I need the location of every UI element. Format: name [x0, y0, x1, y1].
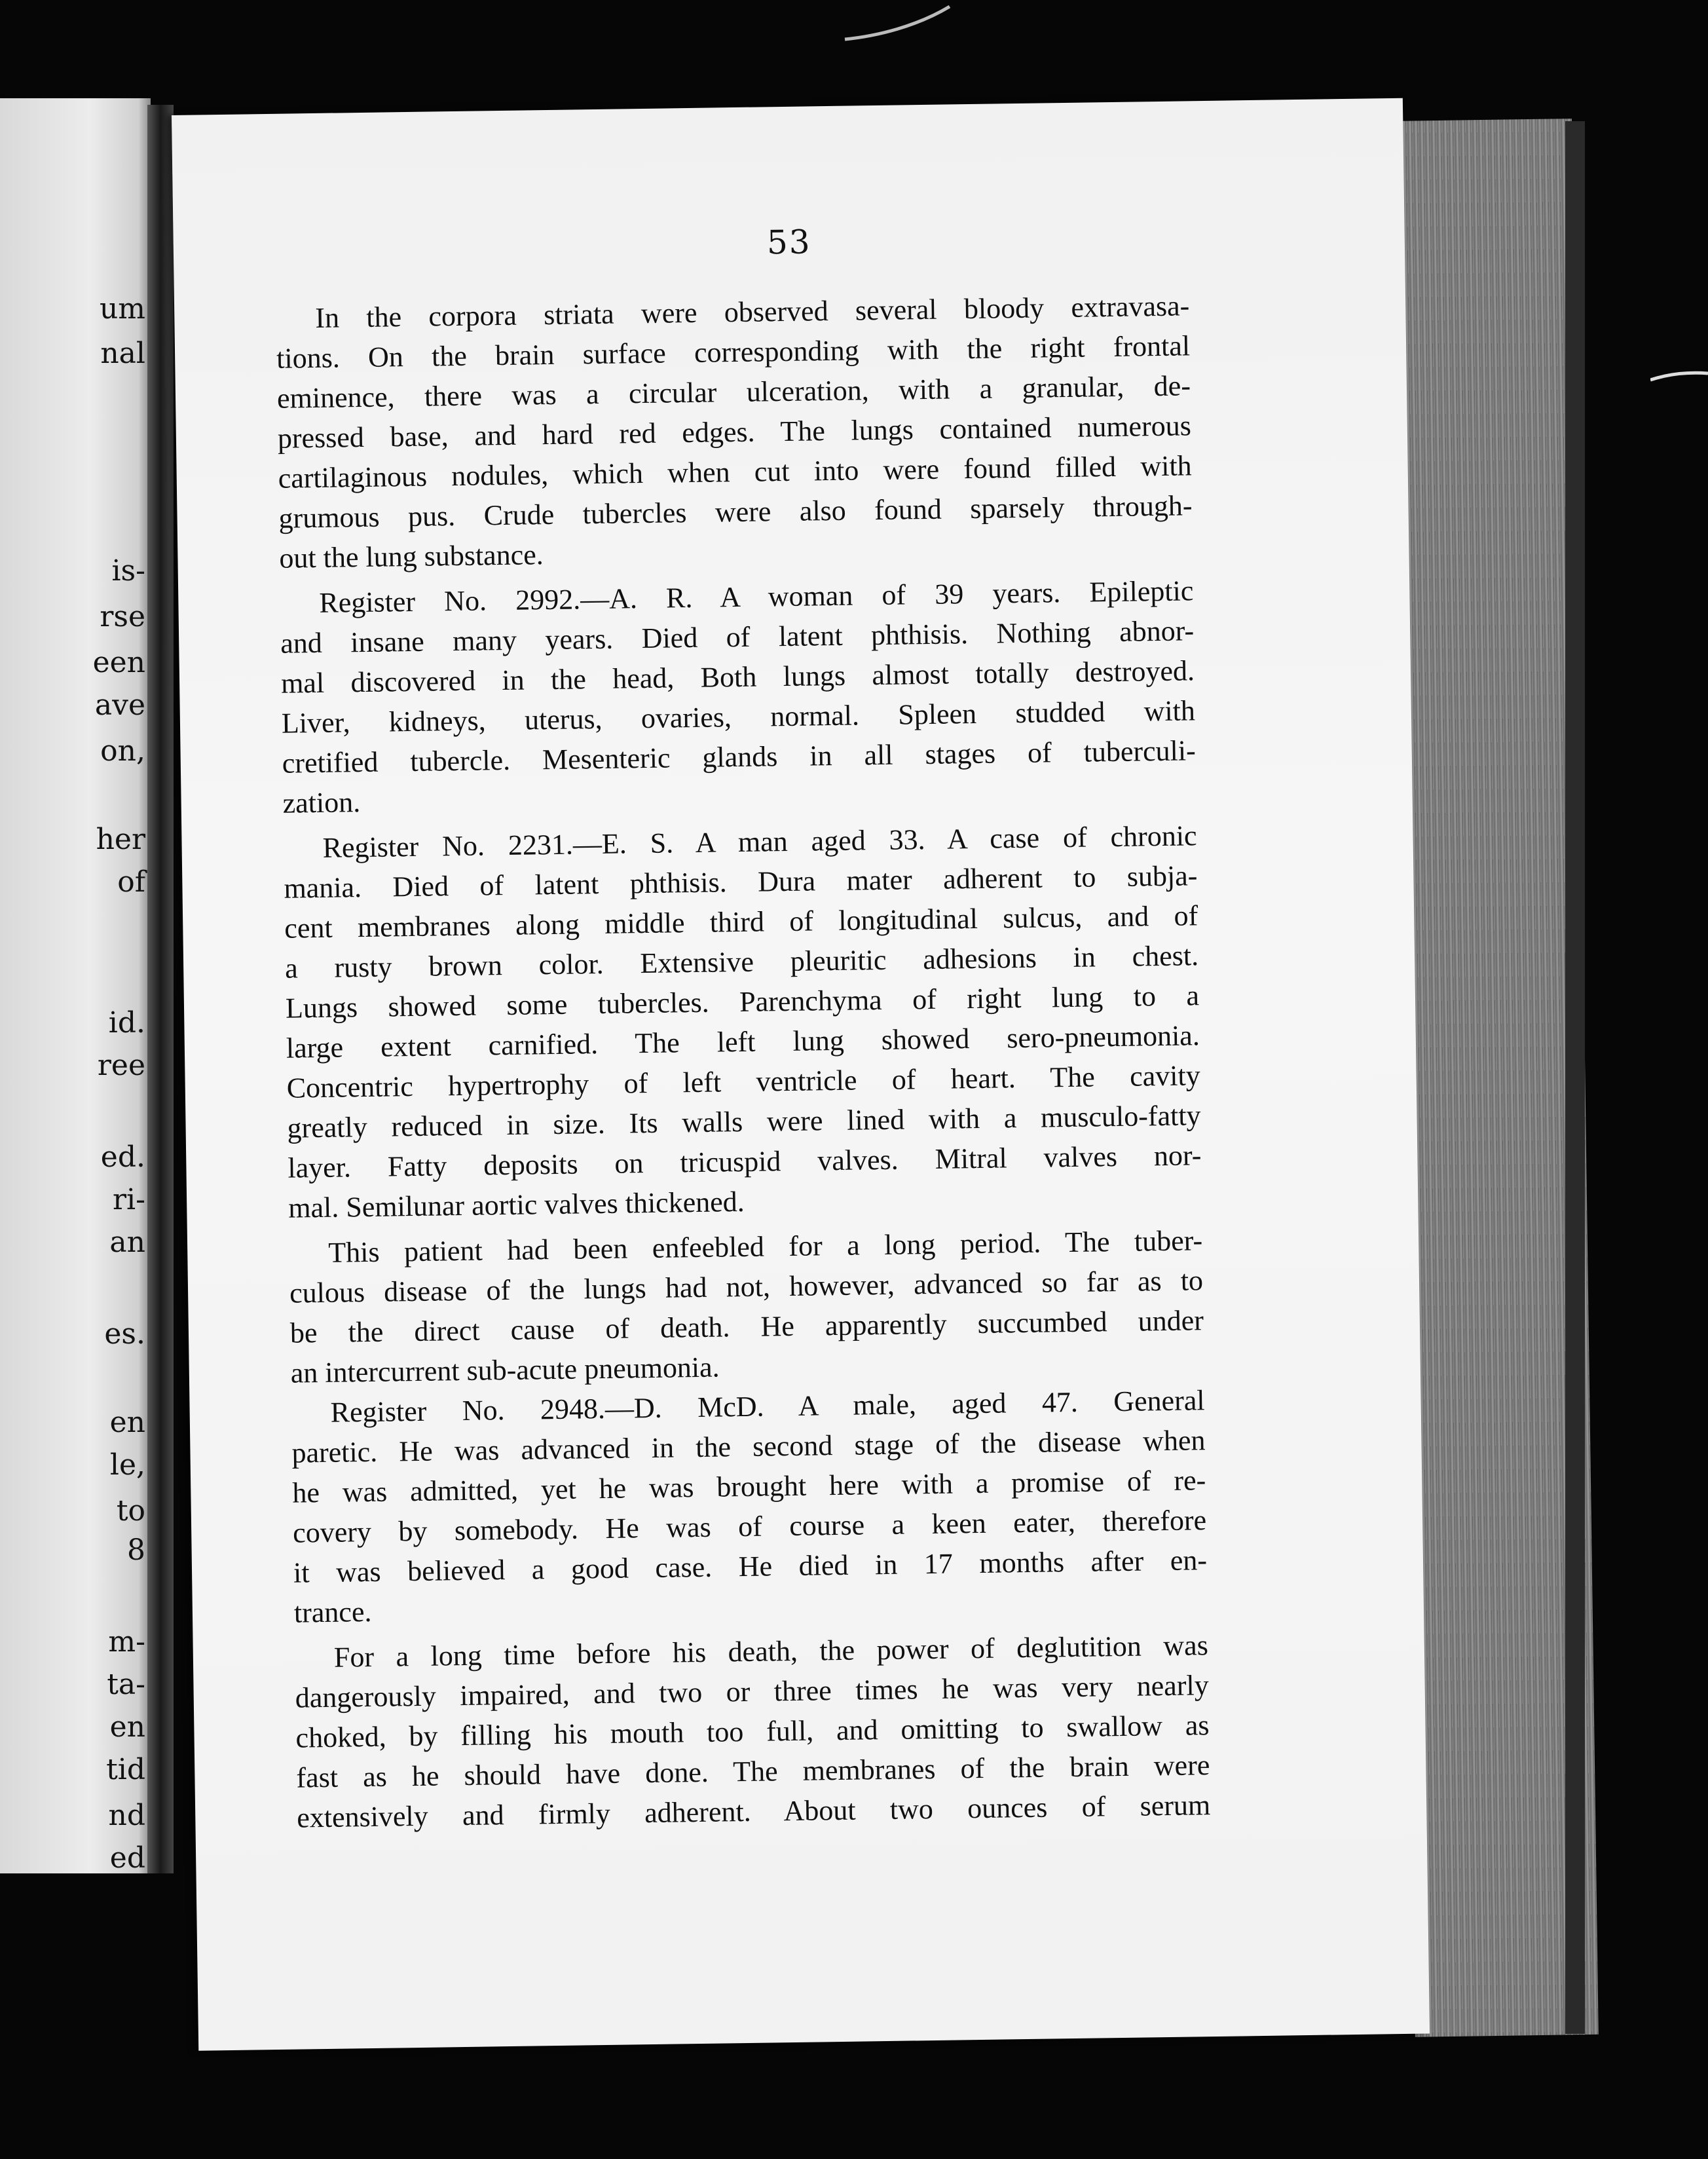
left-page-fragment: es. — [104, 1317, 145, 1351]
page-number: 53 — [766, 223, 812, 262]
left-page-fragment: ri- — [113, 1183, 145, 1216]
text-line: choked, by filling his mouth too full, and omitting to swallow as — [295, 1709, 1210, 1754]
left-page-fragment: tid — [106, 1753, 145, 1786]
left-page-fragment: en — [109, 1710, 145, 1744]
text-line: This patient had been enfeebled for a long period. The tuber- — [327, 1224, 1203, 1269]
text-line: culous disease of the lungs had not, however, advanced so far as to — [289, 1264, 1204, 1309]
body-text — [276, 286, 1211, 1837]
left-page-fragment: ed — [109, 1841, 145, 1873]
text-line: out the lung substance. — [279, 538, 544, 574]
text-line: an intercurrent sub-acute pneumonia. — [290, 1351, 720, 1389]
text-line: Register No. 2948.—D. McD. A male, aged 47. General — [330, 1384, 1205, 1429]
text-line: dangerously impaired, and two or three times he was very nearly — [295, 1669, 1209, 1714]
left-page-fragment: id. — [108, 1006, 145, 1040]
left-page-fragment: le, — [109, 1448, 145, 1482]
text-line: greatly reduced in size. Its walls were lined with a musculo-fatty — [287, 1099, 1201, 1144]
text-line: it was believed a good case. He died in 17 months after en- — [293, 1544, 1208, 1589]
left-page-fragment: rse — [100, 600, 145, 633]
text-line: Register No. 2992.—A. R. A woman of 39 years. Epileptic — [319, 574, 1194, 619]
text-line: Register No. 2231.—E. S. A man aged 33. A case of chronic — [322, 819, 1197, 864]
text-line: fast as he should have done. The membranes of the brain were — [296, 1749, 1210, 1794]
left-page-fragment: her — [96, 823, 145, 856]
left-page-fragment: en — [109, 1406, 145, 1439]
text-line: cartilaginous nodules, which when cut into were found filled with — [278, 449, 1192, 495]
left-page-fragment: to — [116, 1494, 145, 1528]
text-line: large extent carnified. The left lung showed sero-pneumonia. — [286, 1019, 1200, 1064]
left-page-fragment: 8 — [127, 1533, 145, 1567]
text-line: Liver, kidneys, uterus, ovaries, normal. Spleen studded with — [281, 694, 1196, 740]
stray-mark — [838, 0, 969, 52]
left-page-fragment: ave — [94, 688, 145, 722]
left-page-fragment: ta- — [107, 1668, 145, 1701]
text-line: be the direct cause of death. He apparently succumbed under — [289, 1304, 1204, 1349]
text-line: grumous pus. Crude tubercles were also found sparsely through- — [278, 489, 1193, 535]
text-line: mal discovered in the head, Both lungs almost totally destroyed. — [280, 654, 1195, 700]
text-line: mania. Died of latent phthisis. Dura mater adherent to subja- — [284, 859, 1198, 905]
text-line: cent membranes along middle third of longitudinal sulcus, and of — [284, 899, 1198, 945]
text-line: zation. — [282, 786, 361, 819]
text-line: eminence, there was a circular ulceration, with a granular, de- — [276, 369, 1191, 415]
text-line: tions. On the brain surface corresponding with the right frontal — [276, 329, 1191, 375]
left-facing-page — [0, 98, 151, 1873]
text-line: he was admitted, yet he was brought here with a promise of re- — [292, 1464, 1206, 1509]
right-page — [172, 98, 1430, 2051]
left-page-fragment: ree — [97, 1049, 145, 1082]
left-page-fragment: nd — [108, 1799, 145, 1832]
text-line: mal. Semilunar aortic valves thickened. — [288, 1185, 745, 1224]
left-page-fragment: on, — [100, 734, 145, 768]
stray-mark — [1650, 367, 1708, 386]
left-page-fragment: ed. — [100, 1140, 145, 1174]
text-line: covery by somebody. He was of course a keen eater, therefore — [292, 1504, 1207, 1549]
left-page-fragment: een — [92, 646, 145, 679]
text-line: Lungs showed some tubercles. Parenchyma of right lung to a — [285, 979, 1200, 1024]
book-gutter — [147, 105, 174, 1873]
text-line: and insane many years. Died of latent phthisis. Nothing abnor- — [280, 614, 1195, 660]
text-line: paretic. He was advanced in the second stage of the disease when — [291, 1424, 1206, 1469]
left-page-fragment: an — [109, 1226, 145, 1259]
text-line: pressed base, and hard red edges. The lungs contained numerous — [277, 409, 1192, 455]
left-page-fragment: nal — [100, 337, 145, 370]
text-line: cretified tubercle. Mesenteric glands in all stages of tuberculi- — [282, 734, 1197, 779]
text-line: a rusty brown color. Extensive pleuritic adhesions in chest. — [284, 939, 1199, 985]
text-line: Concentric hypertrophy of left ventricle of heart. The cavity — [286, 1059, 1200, 1104]
left-page-fragment: of — [117, 865, 145, 899]
page-edge-shadow — [1565, 121, 1585, 2034]
text-line: layer. Fatty deposits on tricuspid valves. Mitral valves nor- — [288, 1139, 1202, 1184]
text-line: trance. — [293, 1595, 372, 1629]
text-line: In the corpora striata were observed several bloody extravasa- — [315, 290, 1190, 334]
left-page-fragment: um — [99, 292, 145, 326]
left-page-fragment: m- — [108, 1625, 145, 1659]
left-page-fragment: is- — [111, 554, 145, 588]
text-line: For a long time before his death, the power of deglutition was — [333, 1629, 1209, 1674]
text-line: extensively and firmly adherent. About two ounces of serum — [296, 1789, 1211, 1834]
